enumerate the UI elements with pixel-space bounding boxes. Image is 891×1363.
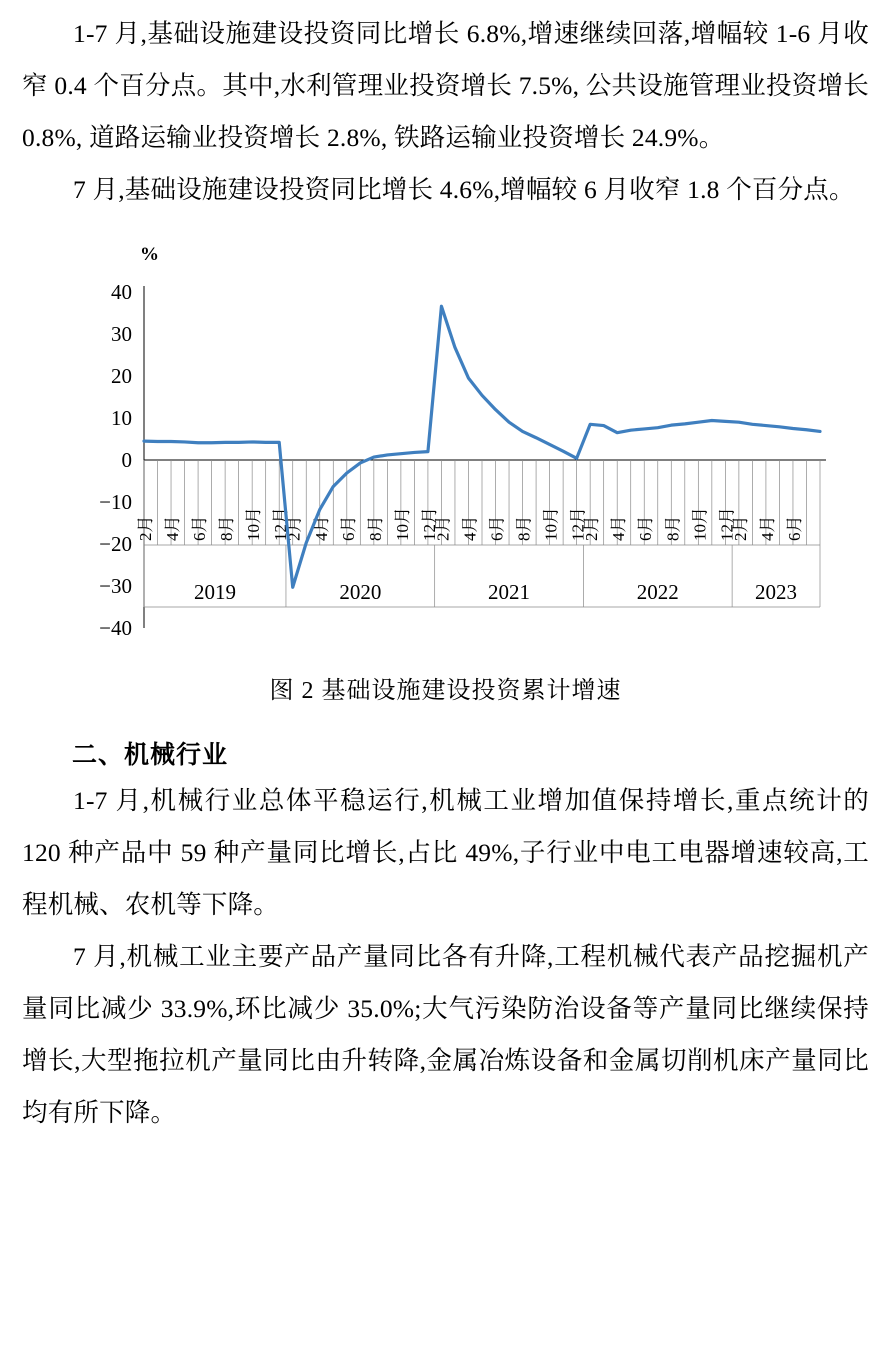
svg-text:−10: −10	[99, 490, 132, 514]
svg-text:−20: −20	[99, 532, 132, 556]
investment-growth-line-chart	[22, 234, 868, 664]
svg-text:20: 20	[111, 364, 132, 388]
svg-text:10月: 10月	[244, 507, 264, 541]
svg-text:6月: 6月	[190, 515, 210, 541]
svg-text:4月: 4月	[609, 515, 629, 541]
svg-text:4月: 4月	[460, 515, 480, 541]
svg-text:12月: 12月	[271, 507, 291, 541]
svg-text:6月: 6月	[487, 515, 507, 541]
svg-text:2021: 2021	[488, 580, 531, 604]
svg-text:10月: 10月	[392, 507, 412, 541]
svg-text:2023: 2023	[755, 580, 798, 604]
paragraph-1: 1-7 月,基础设施建设投资同比增长 6.8%,增速继续回落,增幅较 1-6 月收窄 0.4 个百分点。其中,水利管理业投资增长 7.5%, 公共设施管理业投资增长 0.8%, 道路运输业投资增长 2.8%, 铁路运输业投资增长 24.9%。	[22, 19, 869, 152]
svg-text:−30: −30	[99, 574, 132, 598]
svg-text:6月: 6月	[338, 515, 358, 541]
svg-text:2月: 2月	[433, 515, 453, 541]
svg-text:0: 0	[121, 448, 132, 472]
svg-text:8月: 8月	[663, 515, 683, 541]
svg-text:4月: 4月	[163, 515, 183, 541]
svg-text:%: %	[140, 244, 159, 265]
svg-text:2月: 2月	[136, 515, 155, 541]
svg-text:12月: 12月	[717, 507, 737, 541]
svg-text:40: 40	[111, 280, 132, 304]
svg-text:6月: 6月	[636, 515, 656, 541]
paragraph-2: 7 月,基础设施建设投资同比增长 4.6%,增幅较 6 月收窄 1.8 个百分点。	[73, 175, 855, 204]
svg-text:8月: 8月	[365, 515, 385, 541]
paragraph-4: 7 月,机械工业主要产品产量同比各有升降,工程机械代表产品挖掘机产量同比减少 33.9%,环比减少 35.0%;大气污染防治设备等产量同比继续保持增长,大型拖拉机产量同比由升转降,金属冶炼设备和金属切削机床产量同比均有所下降。	[22, 942, 869, 1127]
svg-text:10: 10	[111, 406, 132, 430]
paragraph-3: 1-7 月,机械行业总体平稳运行,机械工业增加值保持增长,重点统计的 120 种产品中 59 种产量同比增长,占比 49%,子行业中电工电器增速较高,工程机械、农机等下降。	[22, 786, 869, 919]
svg-text:10月: 10月	[541, 507, 561, 541]
chart-figure	[22, 234, 869, 664]
svg-text:8月: 8月	[217, 515, 237, 541]
svg-text:2月: 2月	[582, 515, 602, 541]
svg-text:2019: 2019	[193, 580, 236, 604]
svg-text:2022: 2022	[636, 580, 679, 604]
svg-text:6月: 6月	[784, 515, 804, 541]
svg-text:12月: 12月	[419, 507, 439, 541]
svg-text:10月: 10月	[690, 507, 710, 541]
section-heading: 二、机械行业	[72, 740, 229, 769]
svg-text:2月: 2月	[284, 515, 304, 541]
svg-text:4月: 4月	[311, 515, 331, 541]
svg-text:2020: 2020	[339, 580, 382, 604]
svg-text:2月: 2月	[730, 515, 750, 541]
chart-caption: 图 2 基础设施建设投资累计增速	[269, 678, 622, 704]
svg-text:30: 30	[111, 322, 132, 346]
svg-text:−40: −40	[99, 616, 132, 640]
svg-text:12月: 12月	[568, 507, 588, 541]
svg-text:4月: 4月	[757, 515, 777, 541]
svg-text:8月: 8月	[514, 515, 534, 541]
